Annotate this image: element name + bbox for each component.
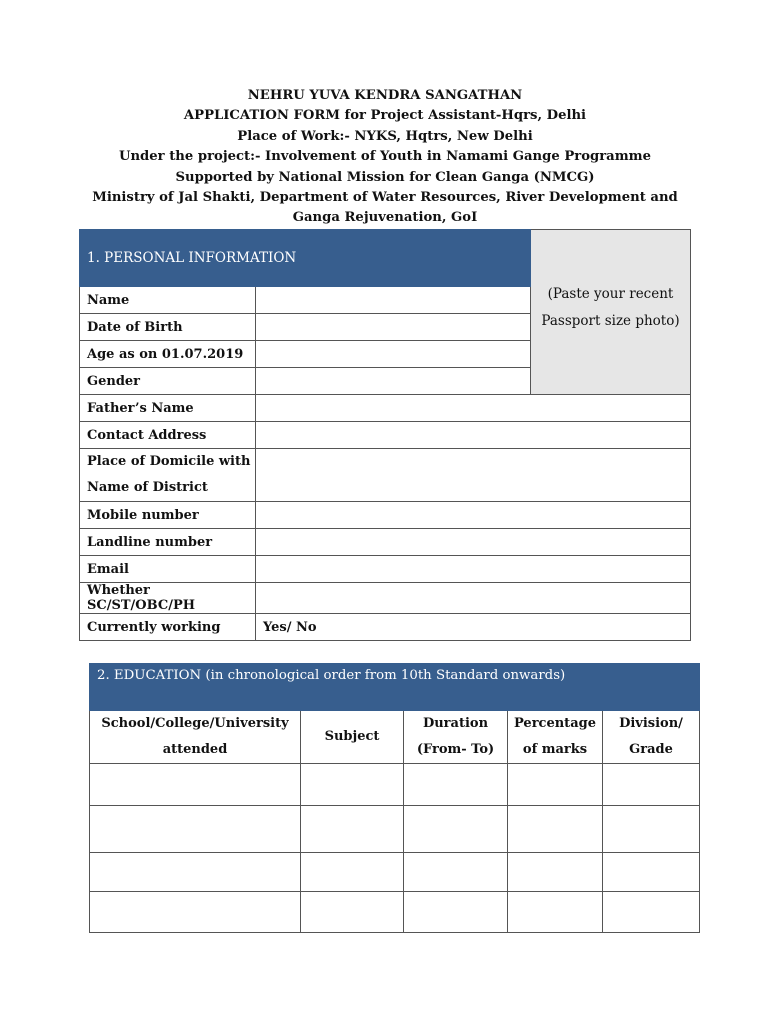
column-header-duration-line-2: (From- To): [416, 742, 495, 757]
percentage-cell[interactable]: [508, 806, 603, 853]
mobile-label: Mobile number: [80, 502, 256, 529]
education-row: [90, 806, 700, 853]
supported-by: Supported by National Mission for Clean Ganga (NMCG): [175, 169, 595, 185]
form-header: [0, 86, 770, 229]
domicile-label-line-2: Name of District: [87, 480, 208, 495]
fathers-name-field[interactable]: [256, 395, 691, 422]
contact-address-label: Contact Address: [80, 422, 256, 449]
division-cell[interactable]: [603, 806, 700, 853]
name-field[interactable]: [256, 287, 531, 314]
email-field[interactable]: [256, 556, 691, 583]
personal-information-table: [79, 229, 691, 641]
photo-instruction-1: (Paste your recent: [547, 286, 674, 302]
column-header-institution: [90, 711, 301, 764]
place-of-work: Place of Work:- NYKS, Hqtrs, New Delhi: [237, 128, 533, 144]
ministry-line-2: Ganga Rejuvenation, GoI: [292, 210, 478, 226]
domicile-label-line-1: Place of Domicile with: [87, 454, 251, 469]
subject-cell[interactable]: [301, 853, 404, 892]
institution-cell[interactable]: [90, 806, 301, 853]
photo-instruction-2: Passport size photo): [541, 313, 680, 329]
education-row: [90, 892, 700, 933]
column-header-percentage-line-2: of marks: [522, 742, 588, 757]
column-header-division: [603, 711, 700, 764]
column-header-subject: Subject: [301, 711, 404, 764]
landline-label: Landline number: [80, 529, 256, 556]
column-header-institution-line-1: School/College/University: [101, 716, 289, 731]
age-label: Age as on 01.07.2019: [80, 341, 256, 368]
division-cell[interactable]: [603, 853, 700, 892]
form-title: APPLICATION FORM for Project Assistant-Hqrs, Delhi: [183, 108, 587, 124]
education-row: [90, 853, 700, 892]
subject-cell[interactable]: [301, 764, 404, 806]
education-row: [90, 764, 700, 806]
education-table: [89, 663, 700, 933]
column-header-division-line-1: Division/: [619, 716, 683, 731]
category-label: Whether SC/ST/OBC/PH: [80, 583, 256, 614]
ministry-line-1: Ministry of Jal Shakti, Department of Water Resources, River Development and: [92, 190, 678, 206]
project-name: Under the project:- Involvement of Youth in Namami Gange Programme: [118, 149, 652, 165]
landline-field[interactable]: [256, 529, 691, 556]
dob-label: Date of Birth: [80, 314, 256, 341]
fathers-name-label: Father’s Name: [80, 395, 256, 422]
column-header-institution-line-2: attended: [162, 742, 228, 757]
duration-cell[interactable]: [404, 764, 508, 806]
institution-cell[interactable]: [90, 892, 301, 933]
email-label: Email: [80, 556, 256, 583]
personal-section-title: 1. PERSONAL INFORMATION: [80, 230, 531, 287]
column-header-duration-line-1: Duration: [422, 716, 489, 731]
org-name: NEHRU YUVA KENDRA SANGATHAN: [247, 88, 523, 103]
percentage-cell[interactable]: [508, 892, 603, 933]
column-header-percentage: [508, 711, 603, 764]
photo-placeholder[interactable]: [531, 230, 691, 395]
category-field[interactable]: [256, 583, 691, 614]
name-label: Name: [80, 287, 256, 314]
column-header-duration: [404, 711, 508, 764]
contact-address-field[interactable]: [256, 422, 691, 449]
subject-cell[interactable]: [301, 892, 404, 933]
percentage-cell[interactable]: [508, 853, 603, 892]
domicile-label: [80, 449, 256, 502]
currently-working-label: Currently working: [80, 614, 256, 641]
percentage-cell[interactable]: [508, 764, 603, 806]
institution-cell[interactable]: [90, 853, 301, 892]
education-section-title: 2. EDUCATION (in chronological order from 10th Standard onwards): [90, 664, 700, 711]
duration-cell[interactable]: [404, 806, 508, 853]
subject-cell[interactable]: [301, 806, 404, 853]
mobile-field[interactable]: [256, 502, 691, 529]
gender-label: Gender: [80, 368, 256, 395]
duration-cell[interactable]: [404, 892, 508, 933]
age-field[interactable]: [256, 341, 531, 368]
currently-working-field[interactable]: Yes/ No: [256, 614, 691, 641]
domicile-field[interactable]: [256, 449, 691, 502]
division-cell[interactable]: [603, 892, 700, 933]
column-header-division-line-2: Grade: [629, 742, 673, 757]
institution-cell[interactable]: [90, 764, 301, 806]
gender-field[interactable]: [256, 368, 531, 395]
dob-field[interactable]: [256, 314, 531, 341]
duration-cell[interactable]: [404, 853, 508, 892]
column-header-percentage-line-1: Percentage: [514, 716, 596, 731]
division-cell[interactable]: [603, 764, 700, 806]
